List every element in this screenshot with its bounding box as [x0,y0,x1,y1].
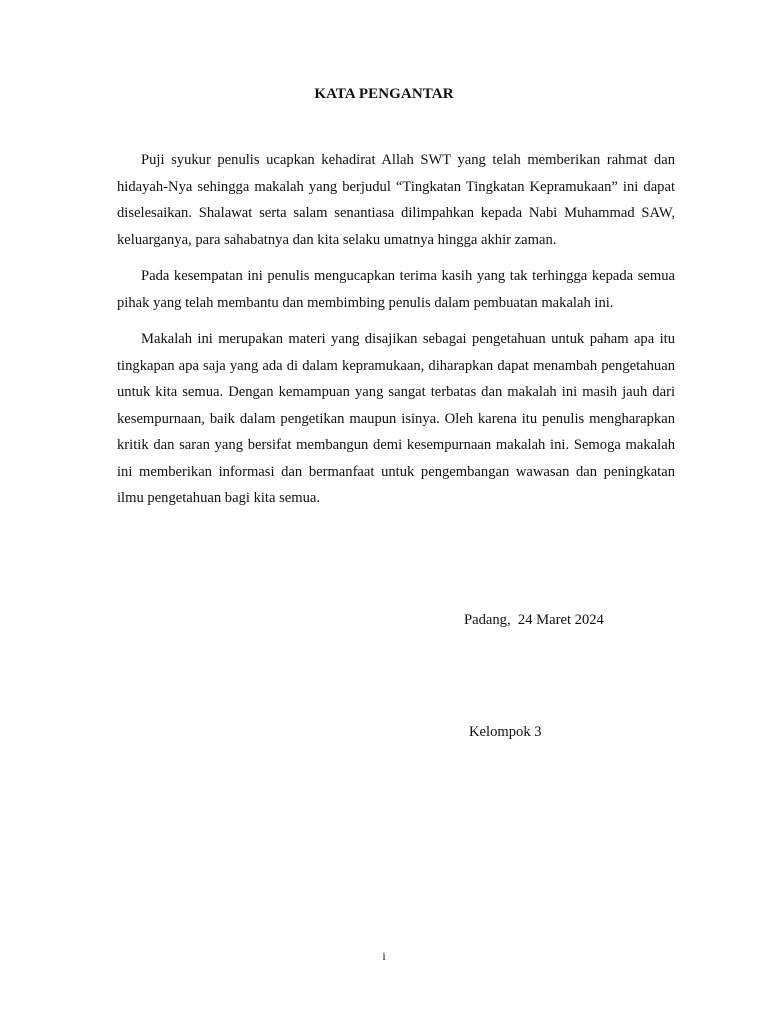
place-date: Padang, 24 Maret 2024 [464,612,604,628]
page-title: KATA PENGANTAR [314,86,454,102]
document-body [117,147,675,522]
paragraph-gratitude: Puji syukur penulis ucapkan kehadirat Allah SWT yang telah memberikan rahmat dan hidayah-Nya sehingga makalah yang berjudul “Tingkatan Tingkatan Kepramukaan” ini dapat diselesaikan. Shalawat serta salam senantiasa dilimpahkan kepada Nabi Muhammad SAW, keluarganya, para sahabatnya dan kita selaku umatnya hingga akhir zaman. [117,152,675,248]
paragraph-purpose: Makalah ini merupakan materi yang disajikan sebagai pengetahuan untuk paham apa itu tingkapan apa saja yang ada di dalam kepramukaan, diharapkan dapat menambah pengetahuan untuk kita semua. Dengan kemampuan yang sangat terbatas dan makalah ini masih jauh dari kesempurnaan, baik dalam pengetikan maupun isinya. Oleh karena itu penulis mengharapkan kritik dan saran yang bersifat membangun demi kesempurnaan makalah ini. Semoga makalah ini memberikan informasi dan bermanfaat untuk pengembangan wawasan dan peningkatan ilmu pengetahuan bagi kita semua. [117,331,675,506]
signer-name: Kelompok 3 [469,724,542,740]
paragraph-thanks: Pada kesempatan ini penulis mengucapkan terima kasih yang tak terhingga kepada semua pihak yang telah membantu dan membimbing penulis dalam pembuatan makalah ini. [117,268,675,311]
page-number: i [382,949,386,963]
